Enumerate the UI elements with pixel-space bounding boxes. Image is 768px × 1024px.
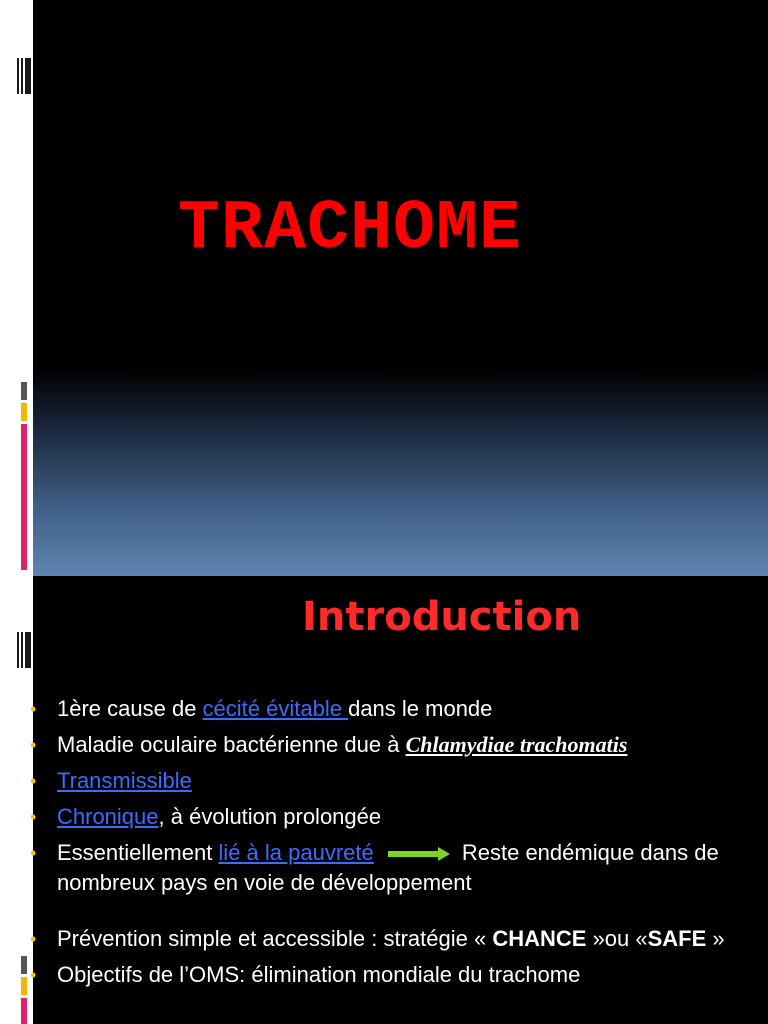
list-item: • Objectifs de l’OMS: élimination mondiale du trachome: [0, 960, 768, 990]
decorative-strip: [21, 382, 27, 400]
decorative-strip: [21, 424, 27, 570]
species-name: Chlamydiae trachomatis: [405, 732, 628, 757]
list-item: • Chronique, à évolution prolongée: [0, 802, 768, 832]
list-item: • Maladie oculaire bactérienne due à Chlamydiae trachomatis: [0, 730, 768, 760]
slide-title-text: TRACHOME: [178, 190, 523, 269]
decorative-bars: [17, 632, 31, 668]
list-item: • 1ère cause de cécité évitable dans le monde: [0, 694, 768, 724]
arrow-right-icon: [388, 847, 450, 861]
decorative-bars: [17, 58, 31, 94]
slide-introduction: [0, 576, 768, 1024]
link-cecite[interactable]: cécité évitable: [202, 696, 349, 721]
bullet-icon: •: [30, 771, 37, 791]
bullet-icon: •: [30, 699, 37, 719]
decorative-strip: [21, 998, 27, 1024]
list-item: • Prévention simple et accessible : stratégie « CHANCE »ou «SAFE »: [0, 924, 768, 954]
list-item: [0, 766, 768, 796]
link-chronique[interactable]: Chronique: [57, 804, 159, 829]
bullet-icon: •: [30, 929, 37, 949]
bullet-icon: •: [30, 965, 37, 985]
bullet-icon: •: [30, 735, 37, 755]
section-title: Introduction: [302, 594, 582, 640]
bullet-icon: •: [30, 843, 37, 863]
link-transmissible[interactable]: Transmissible: [57, 768, 192, 793]
list-item: • Essentiellement lié à la pauvreté Reste endémique dans de nombreux pays en voie de développement: [30, 840, 719, 895]
link-pauvrete[interactable]: lié à la pauvreté: [218, 840, 374, 865]
bullet-list: [0, 694, 768, 996]
decorative-strip: [21, 403, 27, 421]
bullet-icon: •: [30, 807, 37, 827]
